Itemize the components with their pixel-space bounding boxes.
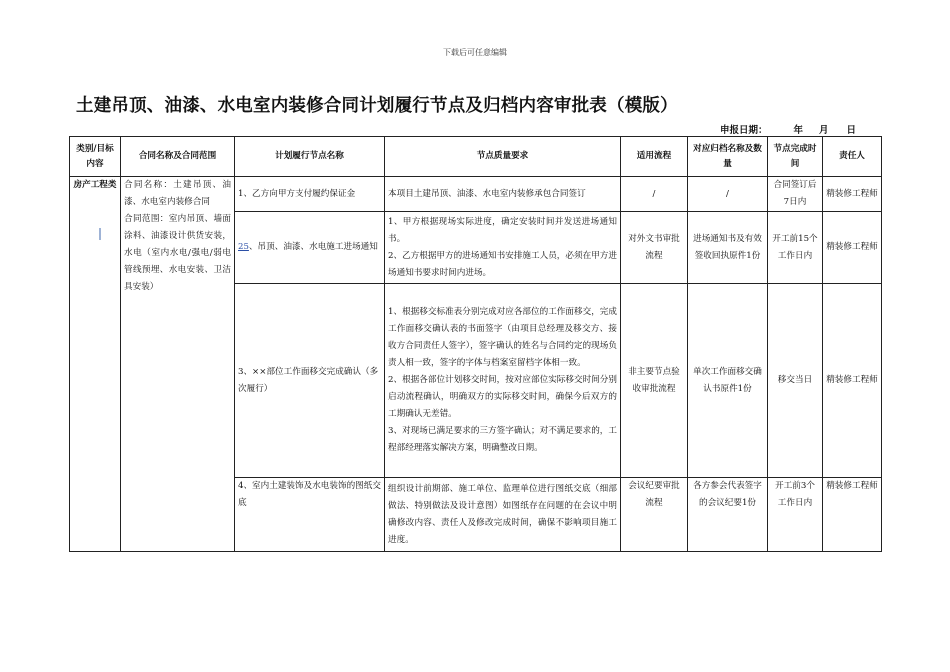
quality-cell: 组织设计前期部、施工单位、监理单位进行图纸交底（细部做法、特别做法及设计意图）如图纸存在问题的在会议中明确修改内容、责任人及修改完成时间，确保不影响项目施工进度。 bbox=[385, 478, 621, 552]
date-label: 申报日期： bbox=[720, 125, 768, 136]
year-label: 年 bbox=[793, 125, 804, 136]
contract-cell: 合同名称：土建吊顶、油漆、水电室内装修合同 合同范围：室内吊顶、墙面涂料、油漆设计供货安装，水电（室内水电/强电/弱电管线预埋、水电安装、卫洁具安装） bbox=[121, 177, 235, 552]
owner-cell: 精装修工程师 bbox=[823, 478, 882, 552]
node-cell bbox=[235, 284, 385, 478]
process-cell: 非主要节点验收审批流程 bbox=[621, 284, 688, 478]
header-category: 类别/目标内容 bbox=[70, 137, 121, 177]
node-number: 25 bbox=[238, 242, 249, 252]
approval-table bbox=[69, 136, 882, 552]
header-owner: 责任人 bbox=[823, 137, 882, 177]
header-row bbox=[70, 137, 882, 177]
archive-cell: 单次工作面移交确认书原件1份 bbox=[688, 284, 768, 478]
process-cell: 会议纪要审批流程 bbox=[621, 478, 688, 552]
category-cell: 房产工程类 bbox=[70, 177, 121, 552]
time-cell: 开工前15个工作日内 bbox=[768, 212, 823, 284]
node-text: 3、××部位工作面移交完成确认（多次履行） bbox=[238, 366, 379, 394]
archive-cell: 各方参会代表签字的会议纪要1份 bbox=[688, 478, 768, 552]
declaration-date bbox=[720, 122, 856, 136]
owner-cell: 精装修工程师 bbox=[823, 177, 882, 212]
process-cell: / bbox=[621, 177, 688, 212]
header-quality: 节点质量要求 bbox=[385, 137, 621, 177]
quality-cell: 1、甲方根据现场实际进度，确定安装时间并发送进场通知书。 2、乙方根据甲方的进场通知书安排施工人员，必须在甲方进场通知书要求时间内进场。 bbox=[385, 212, 621, 284]
node-text: 4、室内土建装饰及水电装饰的图纸交底 bbox=[238, 481, 381, 508]
time-cell: 开工前3个工作日内 bbox=[768, 478, 823, 552]
day-label: 日 bbox=[846, 125, 857, 136]
time-cell: 移交当日 bbox=[768, 284, 823, 478]
node-cell bbox=[235, 478, 385, 552]
node-text: 1、乙方向甲方支付履约保证金 bbox=[238, 188, 356, 199]
node-cell bbox=[235, 212, 385, 284]
header-node: 计划履行节点名称 bbox=[235, 137, 385, 177]
month-label: 月 bbox=[819, 125, 829, 136]
quality-cell: 1、根据移交标准表分别完成对应各部位的工作面移交，完成工作面移交确认表的书面签字（由项目总经理及移交方、接收方合同责任人签字），签字确认的姓名与合同约定的现场负责人相一致，签字的字体与档案室留档字体相一致。 2、根据各部位计划移交时间，按对应部位实际移交时间分别启动流程确认，明确双方的实际移交时间，确保今后双方的工期确认无差错。 3、对现场已满足要求的三方签字确认；对不满足要求的，工程部经理落实解决方案，明确整改日期。 bbox=[385, 284, 621, 478]
process-cell: 对外文书审批流程 bbox=[621, 212, 688, 284]
node-text: 、吊顶、油漆、水电施工进场通知 bbox=[248, 242, 378, 252]
header-process: 适用流程 bbox=[621, 137, 688, 177]
document-title: 土建吊顶、油漆、水电室内装修合同计划履行节点及归档内容审批表（模版） bbox=[76, 96, 678, 116]
archive-cell: 进场通知书及有效签收回执原件1份 bbox=[688, 212, 768, 284]
header-time: 节点完成时间 bbox=[768, 137, 823, 177]
table-row bbox=[70, 177, 882, 212]
header-archive: 对应归档名称及数量 bbox=[688, 137, 768, 177]
quality-cell: 本项目土建吊顶、油漆、水电室内装修承包合同签订 bbox=[385, 177, 621, 212]
node-cell bbox=[235, 177, 385, 212]
owner-cell: 精装修工程师 bbox=[823, 212, 882, 284]
owner-cell: 精装修工程师 bbox=[823, 284, 882, 478]
time-cell: 合同签订后7日内 bbox=[768, 177, 823, 212]
header-contract: 合同名称及合同范围 bbox=[121, 137, 235, 177]
download-note: 下载后可任意编辑 bbox=[443, 48, 507, 57]
archive-cell: / bbox=[688, 177, 768, 212]
